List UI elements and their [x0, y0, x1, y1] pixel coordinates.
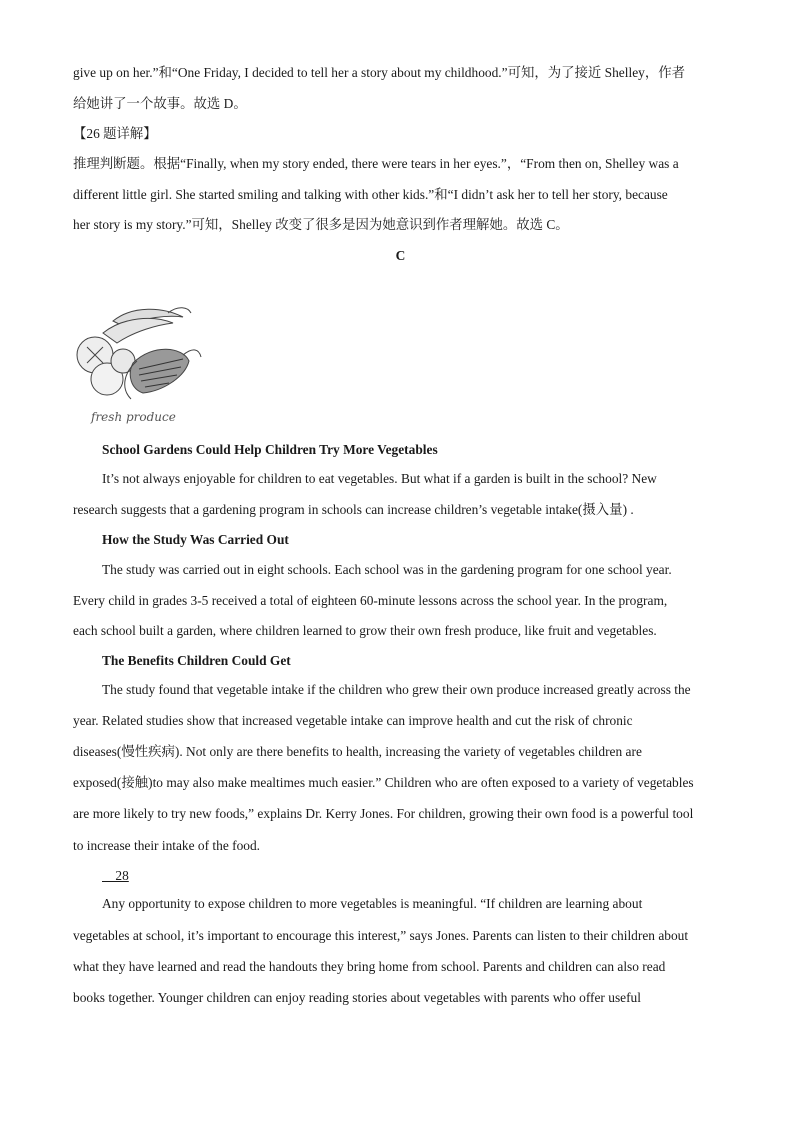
paragraph-line: what they have learned and read the handouts they bring home from school. Parents and children can also read — [73, 959, 666, 974]
illustration-caption: fresh produce — [91, 410, 176, 424]
paragraph-line: The study found that vegetable intake if the children who grew their own produce increased greatly across the — [102, 682, 691, 697]
paragraph-line: It’s not always enjoyable for children to eat vegetables. But what if a garden is built in the school? New — [102, 471, 657, 486]
answer-text-line: 推理判断题。根据“Finally, when my story ended, there were tears in her eyes.”，“From then on, Shelley was a — [73, 156, 679, 171]
answer-text-line: her story is my story.”可知，Shelley 改变了很多是因为她意识到作者理解她。故选 C。 — [73, 217, 569, 232]
paragraph-line: to increase their intake of the food. — [73, 838, 261, 853]
paragraph-line: Every child in grades 3-5 received a total of eighteen 60-minute lessons across the school year. In the program, — [73, 593, 668, 608]
paragraph-line: vegetables at school, it’s important to encourage this interest,” says Jones. Parents can listen to their children about — [73, 928, 689, 943]
paragraph-line: each school built a garden, where children learned to grow their own fresh produce, like fruit and vegetables. — [73, 623, 657, 638]
paragraph-line: research suggests that a gardening program in schools can increase children’s vegetable intake(摄入量) . — [73, 502, 634, 517]
blank-28: 28 — [102, 868, 129, 883]
answer-text-line: give up on her.”和“One Friday, I decided to tell her a story about my childhood.”可知，为了接近 Shelley，作者 — [73, 65, 685, 80]
section-heading: How the Study Was Carried Out — [102, 532, 289, 547]
answer-text-line: 给她讲了一个故事。故选 D。 — [73, 96, 247, 111]
paragraph-line: Any opportunity to expose children to more vegetables is meaningful. “If children are learning about — [102, 896, 643, 911]
paragraph-line: are more likely to try new foods,” explains Dr. Kerry Jones. For children, growing their own food is a powerful tool — [73, 806, 694, 821]
paragraph-line: diseases(慢性疾病). Not only are there benefits to health, increasing the variety of vegetables children are — [73, 744, 642, 759]
paragraph-line: exposed(接触)to may also make mealtimes much easier.” Children who are often exposed to a variety of vegetables — [73, 775, 694, 790]
paragraph-line: The study was carried out in eight schools. Each school was in the gardening program for one school year. — [102, 562, 672, 577]
section-heading: The Benefits Children Could Get — [102, 653, 291, 668]
paragraph-line: books together. Younger children can enjoy reading stories about vegetables with parents who offer useful — [73, 990, 641, 1005]
article-title: School Gardens Could Help Children Try More Vegetables — [102, 442, 438, 457]
paragraph-line: year. Related studies show that increased vegetable intake can improve health and cut the risk of chronic — [73, 713, 633, 728]
answer-text-line: different little girl. She started smiling and talking with other kids.”和“I didn’t ask her to tell her story, because — [73, 187, 668, 202]
question-26-heading: 【26 题详解】 — [73, 126, 157, 141]
vegetables-illustration — [73, 303, 203, 427]
section-letter: C — [395, 248, 406, 263]
